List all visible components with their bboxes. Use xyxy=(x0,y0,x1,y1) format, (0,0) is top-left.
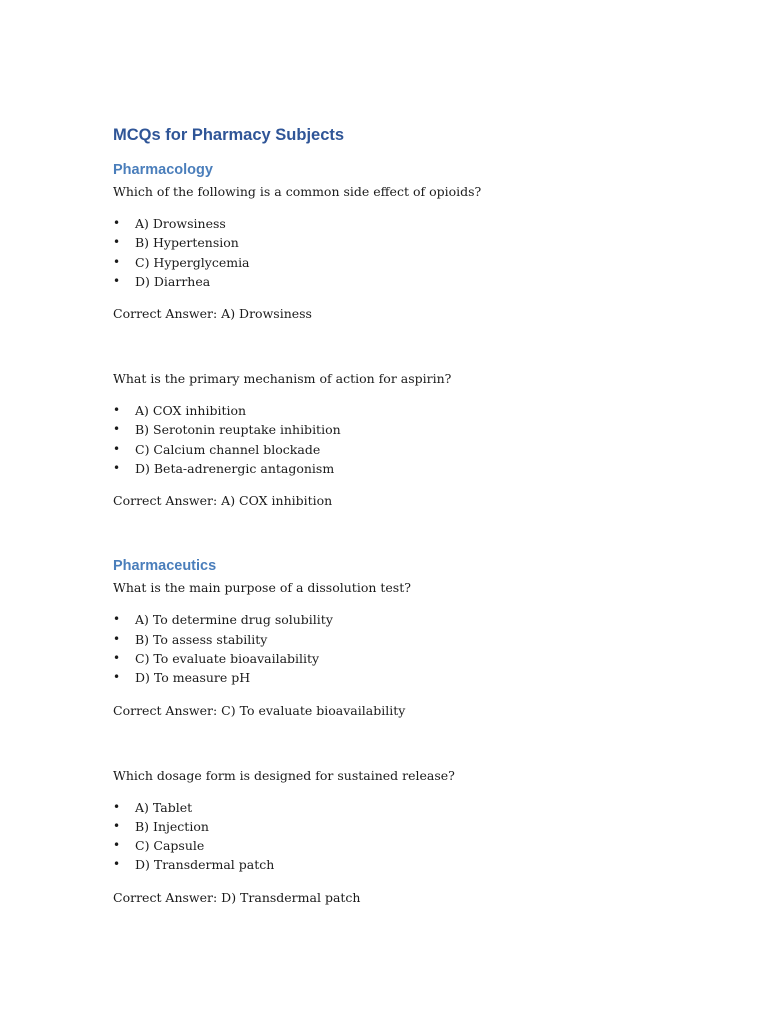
options-list xyxy=(113,610,673,687)
option-item xyxy=(113,855,673,874)
bullet-icon: • xyxy=(113,612,121,627)
option-item xyxy=(113,401,673,420)
option-item xyxy=(113,233,673,252)
option-item xyxy=(113,668,673,687)
bullet-icon: • xyxy=(113,857,121,872)
option-item xyxy=(113,798,673,817)
bullet-icon: • xyxy=(113,799,121,814)
bullet-icon: • xyxy=(113,818,121,833)
option-item xyxy=(113,649,673,668)
bullet-icon: • xyxy=(113,422,121,437)
bullet-icon: • xyxy=(113,650,121,665)
document-title: MCQs for Pharmacy Subjects xyxy=(113,126,345,144)
option-item xyxy=(113,459,673,478)
option-label: B) Hypertension xyxy=(135,235,239,251)
question-text: Which of the following is a common side effect of opioids? xyxy=(113,184,482,199)
question-block xyxy=(113,182,673,323)
option-item xyxy=(113,610,673,629)
bullet-icon: • xyxy=(113,838,121,853)
bullet-icon: • xyxy=(113,254,121,269)
option-label: D) Beta-adrenergic antagonism xyxy=(135,461,335,477)
bullet-icon: • xyxy=(113,235,121,250)
options-list xyxy=(113,798,673,875)
question-block xyxy=(113,369,673,510)
option-label: A) Tablet xyxy=(135,799,193,815)
question-block xyxy=(113,578,673,719)
question-text: Which dosage form is designed for sustained release? xyxy=(113,767,455,783)
bullet-icon: • xyxy=(113,631,121,646)
bullet-icon: • xyxy=(113,461,121,476)
correct-answer: Correct Answer: D) Transdermal patch xyxy=(113,889,361,905)
option-label: C) Capsule xyxy=(135,838,205,854)
option-item xyxy=(113,630,673,649)
option-label: D) To measure pH xyxy=(135,670,251,686)
option-item xyxy=(113,272,673,291)
option-label: C) Calcium channel blockade xyxy=(135,441,321,457)
correct-answer: Correct Answer: C) To evaluate bioavailability xyxy=(113,702,406,718)
question-text: What is the primary mechanism of action for aspirin? xyxy=(113,371,452,387)
options-list xyxy=(113,214,673,291)
option-label: D) Transdermal patch xyxy=(135,857,275,873)
option-label: A) COX inhibition xyxy=(135,403,247,419)
bullet-icon: • xyxy=(113,403,121,418)
option-label: D) Diarrhea xyxy=(135,273,211,289)
question-text: What is the main purpose of a dissolution test? xyxy=(113,580,411,596)
options-list xyxy=(113,401,673,478)
option-label: A) Drowsiness xyxy=(135,216,226,231)
option-label: A) To determine drug solubility xyxy=(135,612,333,628)
section-heading-pharmaceutics: Pharmaceutics xyxy=(113,558,217,575)
section-heading-pharmacology: Pharmacology xyxy=(113,162,213,178)
option-label: C) Hyperglycemia xyxy=(135,254,250,270)
option-label: B) To assess stability xyxy=(135,631,268,647)
correct-answer: Correct Answer: A) Drowsiness xyxy=(113,306,312,322)
option-item xyxy=(113,836,673,855)
option-label: C) To evaluate bioavailability xyxy=(135,650,320,666)
bullet-icon: • xyxy=(113,441,121,456)
option-item xyxy=(113,214,673,233)
bullet-icon: • xyxy=(113,273,121,288)
question-block xyxy=(113,766,673,907)
correct-answer: Correct Answer: A) COX inhibition xyxy=(113,493,333,509)
option-item xyxy=(113,253,673,272)
bullet-icon: • xyxy=(113,670,121,685)
document-page xyxy=(113,124,673,907)
option-label: B) Serotonin reuptake inhibition xyxy=(135,422,341,438)
option-item xyxy=(113,817,673,836)
bullet-icon: • xyxy=(113,216,121,230)
option-item xyxy=(113,440,673,459)
option-label: B) Injection xyxy=(135,818,209,834)
option-item xyxy=(113,420,673,439)
